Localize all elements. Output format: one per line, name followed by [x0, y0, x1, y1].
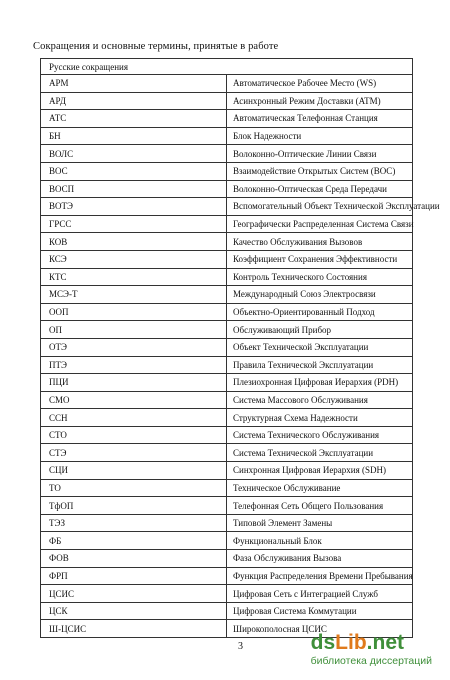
watermark-logo: [311, 632, 432, 654]
table-row: [41, 127, 413, 145]
definition-cell: Плезиохронная Цифровая Иерархия (PDH): [227, 374, 413, 392]
definition-cell: Автоматическая Телефонная Станция: [227, 110, 413, 128]
abbreviation-cell: КОВ: [41, 233, 227, 251]
definition-cell: Блок Надежности: [227, 127, 413, 145]
table-header-row: [41, 59, 413, 75]
definition-cell: Цифровая Система Коммутации: [227, 602, 413, 620]
abbreviation-cell: СТО: [41, 426, 227, 444]
definition-cell: Географически Распределенная Система Связи: [227, 215, 413, 233]
table-row: [41, 409, 413, 427]
watermark-logo-lib: Lib: [335, 631, 367, 654]
table-row: [41, 444, 413, 462]
abbreviations-table: [40, 58, 440, 638]
abbreviation-cell: СТЭ: [41, 444, 227, 462]
abbreviation-cell: ФБ: [41, 532, 227, 550]
table-row: [41, 321, 413, 339]
abbreviation-cell: АРМ: [41, 75, 227, 93]
table-row: [41, 602, 413, 620]
table-row: [41, 462, 413, 480]
abbreviation-cell: ТО: [41, 479, 227, 497]
table-row: [41, 479, 413, 497]
table-row: [41, 75, 413, 93]
definition-cell: Функциональный Блок: [227, 532, 413, 550]
table-row: [41, 268, 413, 286]
definition-cell: Взаимодействие Открытых Систем (ВОС): [227, 162, 413, 180]
table-row: [41, 233, 413, 251]
definition-cell: Техническое Обслуживание: [227, 479, 413, 497]
definition-cell: Международный Союз Электросвязи: [227, 286, 413, 304]
abbreviation-cell: АТС: [41, 110, 227, 128]
definition-cell: Волоконно-Оптическая Среда Передачи: [227, 180, 413, 198]
table-row: [41, 497, 413, 515]
table-row: [41, 198, 413, 216]
abbreviation-cell: Ш-ЦСИС: [41, 620, 227, 638]
definition-cell: Синхронная Цифровая Иерархия (SDH): [227, 462, 413, 480]
table-row: [41, 356, 413, 374]
abbreviation-cell: ВОЛС: [41, 145, 227, 163]
table-header: Русские сокращения: [41, 59, 413, 75]
definition-cell: Вспомогательный Объект Технической Эксплуатации: [227, 198, 413, 216]
definition-cell: Объект Технической Эксплуатации: [227, 338, 413, 356]
definition-cell: Цифровая Сеть с Интеграцией Служб: [227, 585, 413, 603]
abbreviation-cell: МСЭ-Т: [41, 286, 227, 304]
table-row: [41, 145, 413, 163]
definition-cell: Структурная Схема Надежности: [227, 409, 413, 427]
abbreviation-cell: КСЭ: [41, 250, 227, 268]
page-number: 3: [238, 641, 243, 652]
abbreviation-cell: ТЭЗ: [41, 514, 227, 532]
definition-cell: Функция Распределения Времени Пребывания: [227, 567, 413, 585]
definition-cell: Обслуживающий Прибор: [227, 321, 413, 339]
table-row: [41, 162, 413, 180]
watermark[interactable]: [311, 632, 432, 667]
abbreviation-cell: ТфОП: [41, 497, 227, 515]
definition-cell: Контроль Технического Состояния: [227, 268, 413, 286]
table-row: [41, 391, 413, 409]
definition-cell: Телефонная Сеть Общего Пользования: [227, 497, 413, 515]
definition-cell: Фаза Обслуживания Вызова: [227, 550, 413, 568]
definition-cell: Качество Обслуживания Вызовов: [227, 233, 413, 251]
table-row: [41, 92, 413, 110]
definition-cell: Широкополосная ЦСИС: [227, 620, 413, 638]
table-row: [41, 286, 413, 304]
table-row: [41, 514, 413, 532]
abbreviation-cell: СМО: [41, 391, 227, 409]
abbreviation-cell: ОТЭ: [41, 338, 227, 356]
table-row: [41, 532, 413, 550]
abbreviation-cell: ВОС: [41, 162, 227, 180]
abbreviation-cell: ПЦИ: [41, 374, 227, 392]
abbreviation-cell: КТС: [41, 268, 227, 286]
abbreviation-cell: ССН: [41, 409, 227, 427]
definition-cell: Правила Технической Эксплуатации: [227, 356, 413, 374]
page-title: Сокращения и основные термины, принятые в работе: [33, 41, 279, 52]
abbreviation-cell: ООП: [41, 303, 227, 321]
table-row: [41, 374, 413, 392]
abbreviation-cell: ФОВ: [41, 550, 227, 568]
watermark-logo-net: .net: [366, 631, 404, 654]
abbreviation-cell: ВОСП: [41, 180, 227, 198]
definition-cell: Типовой Элемент Замены: [227, 514, 413, 532]
abbreviation-cell: ОП: [41, 321, 227, 339]
watermark-logo-ds: ds: [310, 631, 336, 654]
abbreviation-cell: ФРП: [41, 567, 227, 585]
abbreviation-cell: АРД: [41, 92, 227, 110]
definition-cell: Асинхронный Режим Доставки (ATM): [227, 92, 413, 110]
abbreviation-cell: ВОТЭ: [41, 198, 227, 216]
table-row: [41, 110, 413, 128]
abbreviation-cell: ГРСС: [41, 215, 227, 233]
abbreviation-cell: СЦИ: [41, 462, 227, 480]
abbreviation-cell: ЦСИС: [41, 585, 227, 603]
table-row: [41, 338, 413, 356]
abbreviation-cell: БН: [41, 127, 227, 145]
table-row: [41, 567, 413, 585]
table-row: [41, 250, 413, 268]
table-row: [41, 215, 413, 233]
abbreviation-cell: ПТЭ: [41, 356, 227, 374]
definition-cell: Волоконно-Оптические Линии Связи: [227, 145, 413, 163]
definition-cell: Система Массового Обслуживания: [227, 391, 413, 409]
abbreviation-cell: ЦСК: [41, 602, 227, 620]
definition-cell: Система Технического Обслуживания: [227, 426, 413, 444]
definition-cell: Система Технической Эксплуатации: [227, 444, 413, 462]
table-row: [41, 426, 413, 444]
table-row: [41, 585, 413, 603]
table-row: [41, 303, 413, 321]
definition-cell: Коэффициент Сохранения Эффективности: [227, 250, 413, 268]
definition-cell: Автоматическое Рабочее Место (WS): [227, 75, 413, 93]
table-row: [41, 550, 413, 568]
definition-cell: Объектно-Ориентированный Подход: [227, 303, 413, 321]
watermark-tagline: библиотека диссертаций: [310, 655, 432, 667]
table-row: [41, 180, 413, 198]
